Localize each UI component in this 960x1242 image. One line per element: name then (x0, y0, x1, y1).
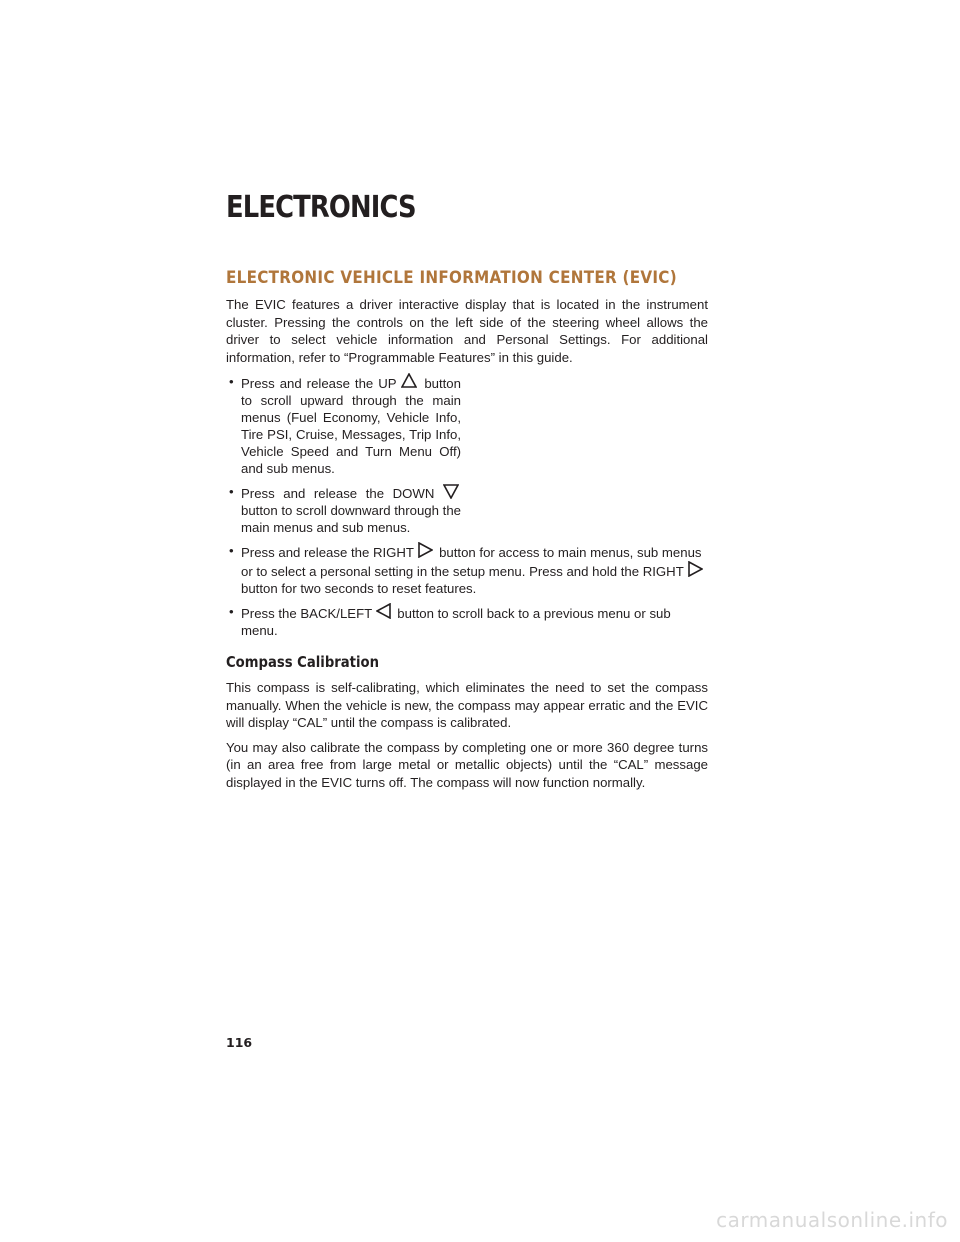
intro-paragraph: The EVIC features a driver interactive display that is located in the instrument cluster. Pressing the controls on the left side of the steering wheel allows the driver to select vehicle information and Personal Settings. For additional information, refer to “Programmable Features” in this guide. (226, 297, 708, 365)
bullet-up-text-after: button to scroll upward through the main menus (Fuel Economy, Vehicle Info, Tire PSI, Cruise, Messages, Trip Info, Vehicle Speed and Turn Menu Off) and sub menus. (241, 376, 461, 476)
up-triangle-icon (401, 373, 419, 389)
right-triangle-icon (687, 561, 705, 577)
bullet-up (226, 373, 461, 477)
bullet-right-text-after-2: button for two seconds to reset features. (241, 581, 477, 596)
bullet-dot: • (229, 374, 234, 389)
bullet-down-text-before: Press and release the DOWN (241, 486, 435, 501)
bullet-right-text-before: Press and release the RIGHT (241, 545, 414, 560)
evic-heading: ELECTRONIC VEHICLE INFORMATION CENTER (EVIC) (226, 268, 677, 287)
compass-calibration-heading: Compass Calibration (226, 653, 379, 671)
bullet-left-text-before: Press the BACK/LEFT (241, 606, 372, 621)
page-content (226, 268, 708, 798)
down-triangle-icon (443, 483, 461, 499)
bullet-down (226, 483, 461, 536)
right-triangle-icon (417, 542, 435, 558)
bullet-down-text-after: button to scroll downward through the main menus and sub menus. (241, 503, 461, 535)
left-triangle-icon (376, 603, 394, 619)
page-number: 116 (226, 1035, 253, 1050)
compass-paragraph-2: You may also calibrate the compass by completing one or more 360 degree turns (in an area free from large metal or metallic objects) until the “CAL” message displayed in the EVIC turns off. The compass will now function normally. (226, 739, 708, 790)
bullet-dot: • (229, 543, 234, 558)
bullet-left (226, 603, 708, 639)
watermark: carmanualsonline.info (716, 1208, 948, 1232)
bullet-right (226, 542, 708, 597)
compass-paragraph-1: This compass is self-calibrating, which eliminates the need to set the compass manually. When the vehicle is new, the compass may appear erratic and the EVIC will display “CAL” until the compass is calibrated. (226, 680, 708, 730)
bullet-right-text-after: button for access to main menus, sub menus or to select a personal setting in the setup menu. Press and hold the RIGHT (241, 545, 702, 579)
section-title: ELECTRONICS (226, 190, 416, 225)
bullet-dot: • (229, 484, 234, 499)
bullet-left-text-after: button to scroll back to a previous menu or sub menu. (241, 606, 671, 638)
bullet-dot: • (229, 604, 234, 619)
bullet-up-text-before: Press and release the UP (241, 376, 397, 391)
